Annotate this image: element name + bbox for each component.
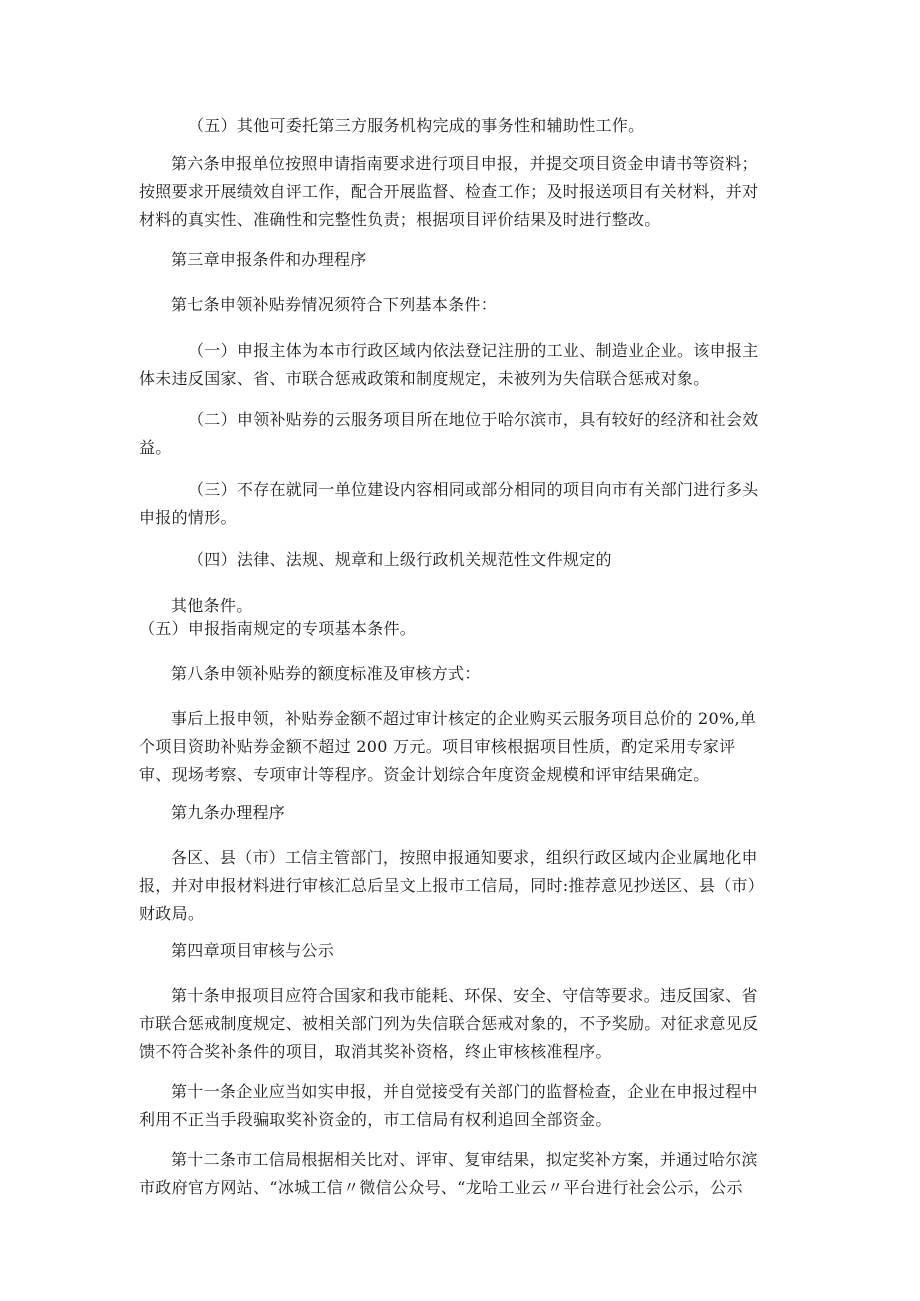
paragraph-2-line-2: 按照要求开展绩效自评工作，配合开展监督、检查工作；及时报送项目有关材料，并对 [139,182,759,201]
article-10-line-2: 市联合惩戒制度规定、被相关部门列为失信联合惩戒对象的，不予奖励。对征求意见反 [139,1014,759,1033]
article-9-line-1: 各区、县（市）工信主管部门，按照申报通知要求，组织行政区域内企业属地化申 [171,848,758,867]
article-9-line-3: 财政局。 [139,904,205,923]
condition-2-line-2: 益。 [139,438,172,457]
article-12-line-1: 第十二条市工信局根据相关比对、评审、复审结果，拟定奖补方案，并通过哈尔滨 [171,1150,758,1169]
paragraph-2-line-1: 第六条申报单位按照申请指南要求进行项目申报，并提交项目资金申请书等资料； [171,154,758,173]
chapter-heading-3: 第三章申报条件和办理程序 [171,250,367,269]
condition-5: （五）申报指南规定的专项基本条件。 [139,619,417,638]
chapter-heading-4: 第四章项目审核与公示 [171,941,335,960]
condition-1-line-2: 体未违反国家、省、市联合惩戒政策和制度规定，未被列为失信联合惩戒对象。 [139,369,710,388]
article-8-line-2: 个项目资助补贴券金额不超过 200 万元。项目审核根据项目性质，酌定采用专家评 [139,737,736,756]
condition-3-line-2: 申报的情形。 [139,508,237,527]
article-8-line-1: 事后上报申领，补贴券金额不超过审计核定的企业购买云服务项目总价的 20%,单 [171,709,757,728]
article-8-line-3: 审、现场考察、专项审计等程序。资金计划综合年度资金规模和评审结果确定。 [139,765,710,784]
condition-3-line-1: （三）不存在就同一单位建设内容相同或部分相同的项目向市有关部门进行多头 [188,480,759,499]
article-12-line-2: 市政府官方网站、“冰城工信〃微信公众号、“龙哈工业云〃平台进行社会公示，公示 [139,1178,743,1197]
condition-4-line-1: （四）法律、法规、规章和上级行政机关规范性文件规定的 [188,550,612,569]
condition-2-line-1: （二）申领补贴券的云服务项目所在地位于哈尔滨市，具有较好的经济和社会效 [188,410,759,429]
article-9-line-2: 报，并对申报材料进行审核汇总后呈文上报市工信局，同时:推荐意见抄送区、县（市） [139,876,765,895]
article-7-heading: 第七条申领补贴券情况须符合下列基本条件： [171,295,498,314]
article-8-heading: 第八条申领补贴券的额度标准及审核方式： [171,664,481,683]
condition-4-line-2: 其他条件。 [171,596,253,615]
article-10-line-3: 馈不符合奖补条件的项目，取消其奖补资格，终止审核核准程序。 [139,1042,612,1061]
article-11-line-2: 利用不正当手段骗取奖补资金的，市工信局有权利追回全部资金。 [139,1110,612,1129]
condition-1-line-1: （一）申报主体为本市行政区域内依法登记注册的工业、制造业企业。该申报主 [188,341,759,360]
article-11-line-1: 第十一条企业应当如实申报，并自觉接受有关部门的监督检查，企业在申报过程中 [171,1082,758,1101]
paragraph-2-line-3: 材料的真实性、准确性和完整性负责；根据项目评价结果及时进行整改。 [139,210,661,229]
article-10-line-1: 第十条申报项目应符合国家和我市能耗、环保、安全、守信等要求。违反国家、省 [171,986,758,1005]
article-9-heading: 第九条办理程序 [171,803,286,822]
paragraph-1-line-1: （五）其他可委托第三方服务机构完成的事务性和辅助性工作。 [188,116,645,135]
